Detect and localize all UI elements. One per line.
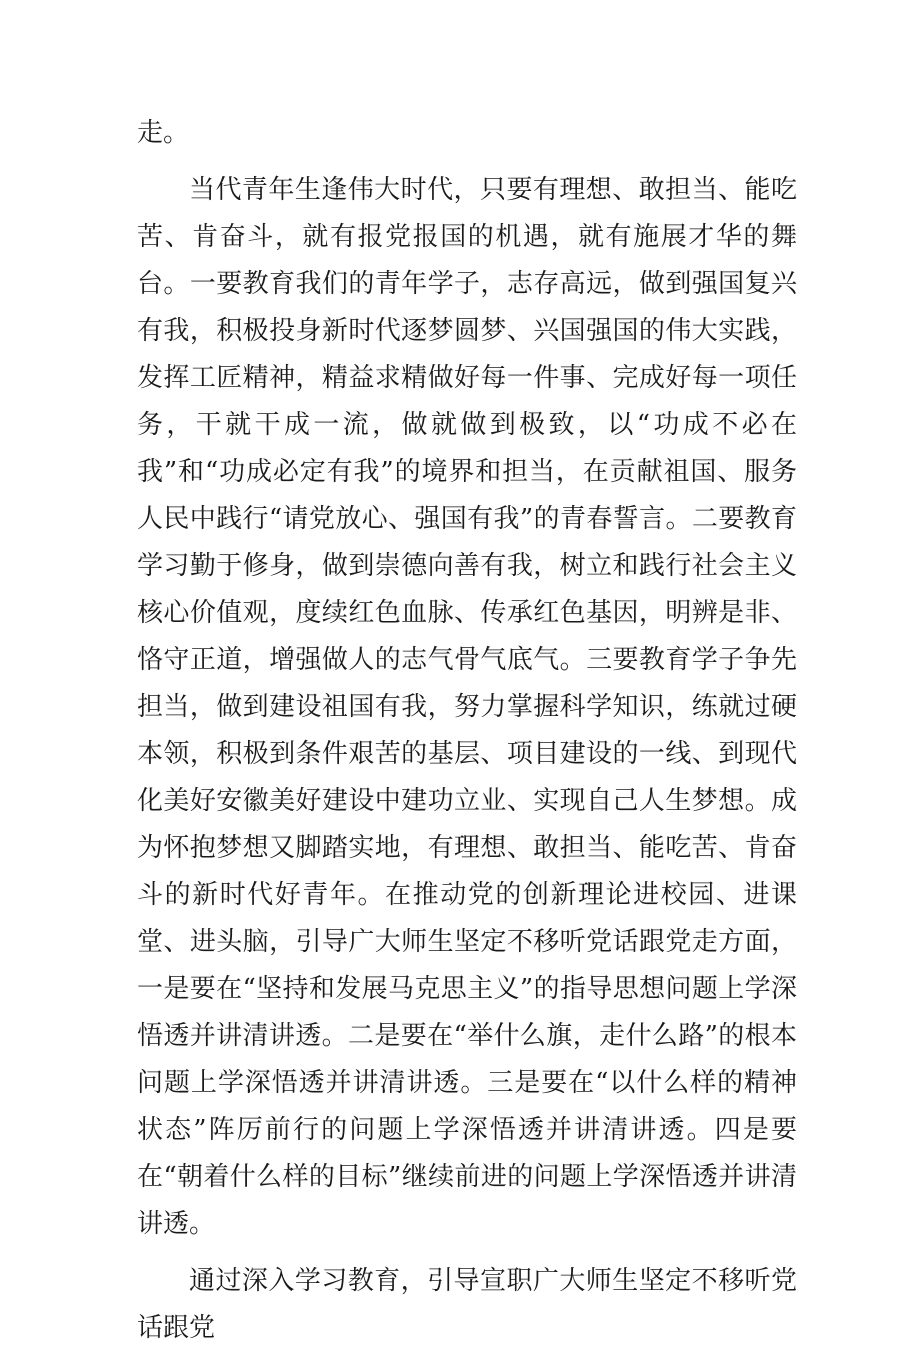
paragraph-main: 当代青年生逢伟大时代，只要有理想、敢担当、能吃苦、肯奋斗，就有报党报国的机遇，就有施展才华的舞台。一要教育我们的青年学子，志存高远，做到强国复兴有我，积极投身新时代逐梦圆梦、兴国强国的伟大实践，发挥工匠精神，精益求精做好每一件事、完成好每一项任务，干就干成一流，做就做到极致，以“功成不必在我”和“功成必定有我”的境界和担当，在贡献祖国、服务人民中践行“请党放心、强国有我”的青春誓言。二要教育学习勤于修身，做到崇德向善有我，树立和践行社会主义核心价值观，度续红色血脉、传承红色基因，明辨是非、恪守正道，增强做人的志气骨气底气。三要教育学子争先担当，做到建设祖国有我，努力掌握科学知识，练就过硬本领，积极到条件艰苦的基层、项目建设的一线、到现代化美好安徽美好建设中建功立业、实现自己人生梦想。成为怀抱梦想又脚踏实地，有理想、敢担当、能吃苦、肯奋斗的新时代好青年。在推动党的创新理论进校园、进课堂、进头脑，引导广大师生坚定不移听党话跟党走方面，一是要在“坚持和发展马克思主义”的指导思想问题上学深悟透并讲清讲透。二是要在“举什么旗，走什么路”的根本问题上学深悟透并讲清讲透。三是要在“以什么样的精神状态”阵厉前行的问题上学深悟透并讲清讲透。四是要在“朝着什么样的目标”继续前进的问题上学深悟透并讲清讲透。 [137, 175, 797, 1239]
paragraph-continuation: 走。 [137, 118, 190, 148]
document-body [137, 110, 797, 1352]
paragraph-closing: 通过深入学习教育，引导宣职广大师生坚定不移听党话跟党 [137, 1266, 797, 1343]
